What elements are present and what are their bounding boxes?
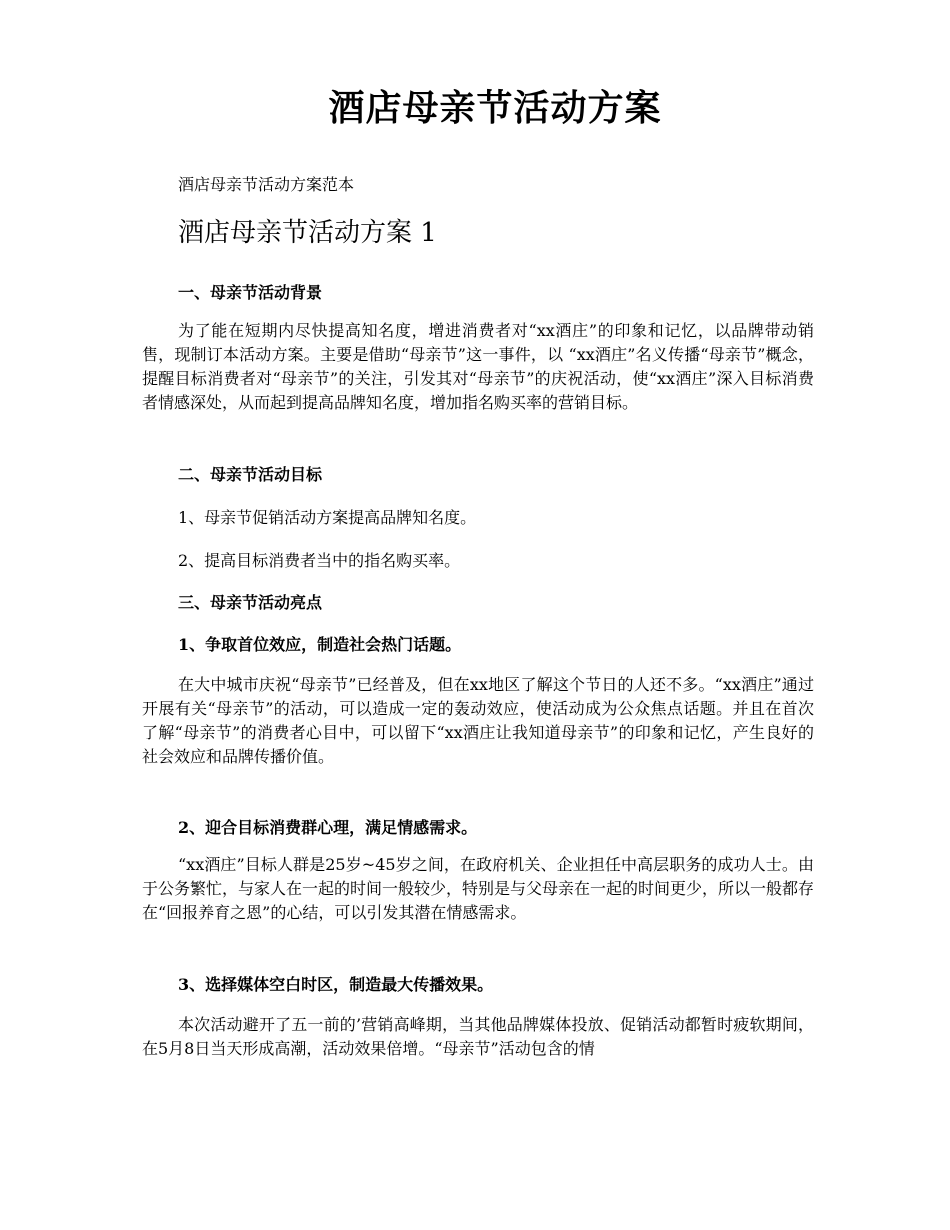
point1-heading: 1、争取首位效应，制造社会热门话题。 bbox=[178, 635, 462, 654]
section1-paragraph: 为了能在短期内尽快提高知名度，增进消费者对“xx酒庄”的印象和记忆，以品牌带动销售，现制订本活动方案。主要是借助“母亲节”这一事件，以 “xx酒庄”名义传播“母亲节”概念，提醒目标消费者对“母亲节”的关注，引发其对“母亲节”的庆祝活动，使“xx酒庄”深入目标消费者情感深处，从而起到提高品牌知名度，增加指名购买率的营销目标。 bbox=[142, 321, 814, 412]
point2-heading: 2、迎合目标消费群心理，满足情感需求。 bbox=[178, 818, 478, 837]
section1-heading: 一、母亲节活动背景 bbox=[178, 283, 323, 302]
point1-paragraph: 在大中城市庆祝“母亲节”已经普及，但在xx地区了解这个节日的人还不多。“xx酒庄”通过开展有关“母亲节”的活动，可以造成一定的轰动效应，使活动成为公众焦点话题。并且在首次了解“母亲节”的消费者心目中，可以留下“xx酒庄让我知道母亲节”的印象和记忆，产生良好的社会效应和品牌传播价值。 bbox=[142, 675, 814, 766]
section2-heading: 二、母亲节活动目标 bbox=[178, 465, 323, 484]
document-subtitle: 酒店母亲节活动方案范本 bbox=[178, 175, 355, 194]
point2-paragraph: “xx酒庄”目标人群是25岁~45岁之间，在政府机关、企业担任中高层职务的成功人士。由于公务繁忙，与家人在一起的时间一般较少，特别是与父母亲在一起的时间更少，所以一般都存在“回报养育之恩”的心结，可以引发其潜在情感需求。 bbox=[142, 855, 815, 922]
section3-heading: 三、母亲节活动亮点 bbox=[178, 593, 323, 612]
document-title: 酒店母亲节活动方案 bbox=[328, 87, 662, 129]
section-heading-main: 酒店母亲节活动方案 1 bbox=[178, 218, 437, 248]
point3-paragraph: 本次活动避开了五一前的’营销高峰期，当其他品牌媒体投放、促销活动都暂时疲软期间，在5月8日当天形成高潮，活动效果倍增。“母亲节”活动包含的情 bbox=[142, 1015, 814, 1058]
section2-item-2: 2、提高目标消费者当中的指名购买率。 bbox=[178, 551, 461, 570]
point3-heading: 3、选择媒体空白时区，制造最大传播效果。 bbox=[178, 975, 494, 994]
section2-item-1: 1、母亲节促销活动方案提高品牌知名度。 bbox=[178, 508, 477, 527]
